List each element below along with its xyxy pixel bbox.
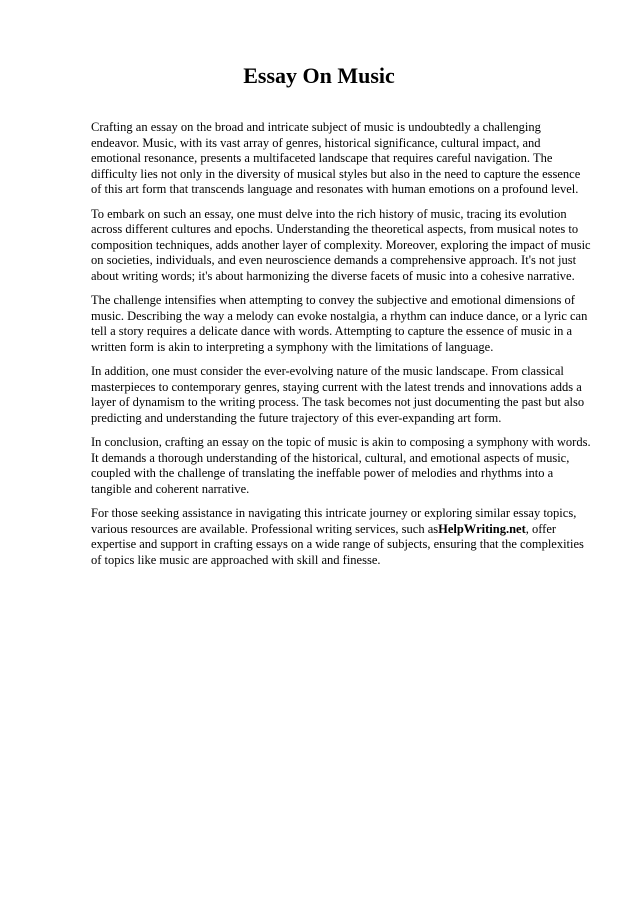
paragraph-6-text-before: For those seeking assistance in navigating this intricate journey or exploring similar essay topics, various resources are available. Professional writing services, such as xyxy=(91,506,577,536)
helpwriting-link-text[interactable]: HelpWriting.net xyxy=(438,521,526,536)
paragraph-3: The challenge intensifies when attempting to convey the subjective and emotional dimensions of music. Describing the way a melody can evoke nostalgia, a rhythm can induce dance, or a lyric can tell a story requires a delicate dance with words. Attempting to capture the essence of music in a written form is akin to interpreting a symphony with the limitations of language. xyxy=(91,293,588,354)
paragraph-4: In addition, one must consider the ever-evolving nature of the music landscape. From classical masterpieces to contemporary genres, staying current with the latest trends and innovations adds a layer of dynamism to the writing process. The task becomes not just documenting the past but also predicting and understanding the future trajectory of this ever-expanding art form. xyxy=(91,364,585,425)
paragraph-2: To embark on such an essay, one must delve into the rich history of music, tracing its evolution across different cultures and epochs. Understanding the theoretical aspects, from musical notes to composition techniques, adds another layer of complexity. Moreover, exploring the impact of music on societies, individuals, and even neuroscience demands a comprehensive approach. It's not just about writing words; it's about harmonizing the diverse facets of music into a cohesive narrative. xyxy=(91,206,591,283)
paragraph-1: Crafting an essay on the broad and intricate subject of music is undoubtedly a challenging endeavor. Music, with its vast array of genres, historical significance, cultural impact, and emotional resonance, presents a multifaceted landscape that requires careful navigation. The difficulty lies not only in the diversity of musical styles but also in the need to capture the essence of this art form that transcends language and resonates with human emotions on a profound level. xyxy=(91,120,581,196)
paragraph-6-text-after: , offer expertise and support in crafting essays on a wide range of subjects, ensuring that the complexities of topics like music are approached with skill and finesse. xyxy=(91,521,584,567)
page-title: Essay On Music xyxy=(243,63,395,88)
essay-body xyxy=(91,120,591,577)
paragraph-5: In conclusion, crafting an essay on the topic of music is akin to composing a symphony with words. It demands a thorough understanding of the historical, cultural, and emotional aspects of music, coupled with the challenge of translating the ineffable power of melodies and rhythms into a tangible and coherent narrative. xyxy=(91,435,591,496)
paragraph-6 xyxy=(91,506,591,568)
